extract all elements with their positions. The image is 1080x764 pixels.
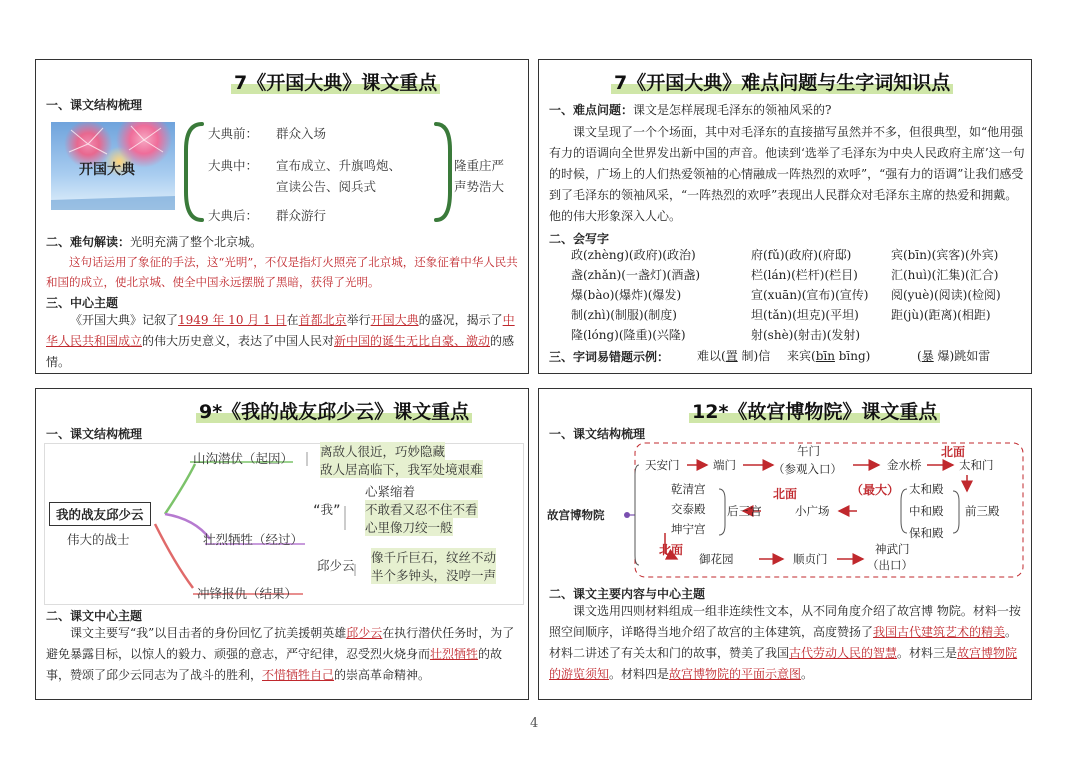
section-theme-heading: 三、中心主题 [46,296,119,310]
theme-floor-plan: 故宫博物院的平面示意图 [669,667,802,681]
node-front-three-halls: 前三殿 [965,504,1000,518]
error-text: 制)信 [737,349,771,363]
writing-word: 府(fǔ)(政府)(府邸) [751,248,852,262]
branch-revenge: 冲锋报仇（结果） [197,586,298,601]
theme-text: 。 [801,667,814,681]
palace-route-diagram [547,441,1025,579]
section-errors-heading: 三、字词易错题示例： [549,350,670,364]
error-text: 爆)跳如雷 [933,349,991,363]
summary-line-2: 声势浩大 [454,179,505,194]
node-wumen-entrance: （参观入口） [773,462,842,476]
node-exit: （出口） [867,558,913,572]
node-baohe-hall: 保和殿 [909,526,944,540]
after-ceremony-text: 群众游行 [276,208,327,223]
during-ceremony-label: 大典中： [208,158,259,173]
me-detail-3: 心里像刀绞一般 [365,520,453,535]
mindmap-center: 我的战友邱少云 [49,502,151,526]
mindmap-area [44,443,524,605]
error-text: 来宾( [787,349,816,363]
writing-word: 盏(zhǎn)(一盏灯)(酒盏) [571,268,701,282]
difficult-answer: 课文呈现了一个个场面，其中对毛泽东的直接描写虽然并不多，但很典型，如“他用强有力的语调向全世界发出新中国的声音。他读到‘选举了毛泽东为中央人民政府主席’这一句的时候，广场上的人们热爱领袖的心情融成一阵热烈的欢呼”，“强有力的语调”让我们感受到了毛泽东的领袖风采，“一阵热烈的欢呼”表现出人民群众对毛泽东主席的热爱和拥戴。他的伟大形象深入人心。 [549,125,1025,223]
section-structure-heading: 一、课文结构梳理 [46,98,143,112]
section-structure-heading: 一、课文结构梳理 [549,427,646,441]
theme-event: 开国大典 [370,313,419,327]
theme-paragraph [46,623,522,686]
difficult-sentence-text: 光明充满了整个北京城。 [130,235,263,249]
writing-word: 汇(huì)(汇集)(汇合) [891,268,999,282]
node-jiaotai-hall: 交泰殿 [671,502,706,516]
writing-word: 宣(xuān)(宣布)(宣传) [751,288,869,302]
theme-text: 的崇高革命精神。 [334,668,431,682]
writing-word: 坦(tǎn)(坦克)(平坦) [751,308,859,322]
panel-kaiguo-dadian-difficulties [538,59,1032,374]
qiu-detail-2: 半个多钟头，没哼一声 [371,568,497,583]
node-qianqing-palace: 乾清宫 [671,482,706,496]
me-detail-2: 不敢看又忍不住不看 [365,502,478,517]
page-number: 4 [530,716,539,731]
error-text: bīng) [834,349,871,363]
panel-kaiguo-dadian-key-points [35,59,529,374]
theme-visitor-guide: 故宫博物院的游览须知 [549,646,1018,681]
panel-palace-museum-key-points [538,388,1032,700]
node-wumen: 午门 [797,444,820,458]
summary-line-1: 隆重庄严 [454,158,505,173]
before-ceremony-label: 大典前： [208,126,259,141]
node-zhonghe-hall: 中和殿 [909,504,944,518]
after-ceremony-label: 大典后： [208,208,259,223]
mindmap-center-sub: 伟大的战士 [67,532,130,547]
writing-word: 栏(lán)(栏杆)(栏目) [751,268,858,282]
difficult-question-text: 课文是怎样展现毛泽东的领袖风采的? [633,103,832,117]
before-ceremony-text: 群众入场 [276,126,327,141]
writing-word: 射(shè)(射击)(发射) [751,328,861,342]
section-writing-heading: 二、会写字 [549,232,610,246]
node-duanmen: 端门 [713,458,736,472]
theme-hero-name: 邱少云 [346,626,383,640]
image-caption: 开国大典 [79,162,135,178]
node-kunning-palace: 坤宁宫 [671,522,706,536]
error-correct: bīn [815,349,835,363]
node-taihe-gate: 太和门 [959,458,994,472]
branch-ambush: 山沟潜伏（起因） [193,451,294,466]
theme-date: 1949 年 10 月 1 日 [178,313,287,327]
node-shenwu-gate: 神武门 [875,542,910,556]
node-small-square: 小广场 [795,504,830,518]
during-ceremony-text-2: 宣读公告、阅兵式 [276,179,377,194]
section-theme-heading: 二、课文主要内容与中心主题 [549,587,706,601]
node-tiananmen: 天安门 [645,458,680,472]
theme-text: 。材料四是 [609,667,670,681]
error-text: 难以( [697,349,726,363]
difficult-question [549,100,1027,121]
largest-label: （最大） [851,483,900,497]
branch-ambush-detail-2: 敌人居高临下，我军处境艰难 [320,462,483,477]
theme-text: 。材料二讲述了有关太和门的故事，赞美了我国 [549,625,1018,660]
qiu-detail-1: 像千斤巨石，纹丝不动 [371,550,497,565]
theme-text: 的盛况，揭示了 [418,313,503,327]
error-example-2 [787,346,870,367]
difficult-sentence [46,232,522,253]
theme-selfless: 不惜牺牲自己 [262,668,335,682]
theme-text: 课文选用四则材料组成一组非连续性文本，从不同角度介绍了故宫博 物院。材料一按照空间顺序，详略得当地介绍了故宫的主体建筑，高度赞扬了 [549,604,1021,639]
theme-text: 《开国大典》记叙了 [70,313,179,327]
theme-text: 在执行潜伏任务时，为了避免暴露目标，以惊人的毅力、顽强的意志，严守纪律，忍受烈火烧身而 [46,626,515,661]
difficult-sentence-heading: 二、难句解读： [46,235,131,249]
north-label-1: 北面 [941,445,966,459]
theme-paragraph [549,601,1025,685]
theme-place: 首都北京 [298,313,347,327]
north-label-3: 北面 [659,543,684,557]
theme-text: 课文主要写“我”以目击者的身份回忆了抗美援朝英雄 [70,626,347,640]
node-back-three-palaces: 后三宫 [727,504,762,518]
node-imperial-garden: 御花园 [699,552,734,566]
difficult-question-heading: 一、难点问题： [549,103,634,117]
qiu-label: 邱少云 [317,558,355,573]
me-detail-1: 心紧缩着 [365,484,416,499]
error-text: ( [917,349,922,363]
node-jinshui-bridge: 金水桥 [887,458,922,472]
theme-architecture: 我国古代建筑艺术的精美 [873,625,1006,639]
panel-qiu-shaoyun-key-points [35,388,529,700]
during-ceremony-text-1: 宣布成立、升旗鸣炮、 [276,158,402,173]
theme-text: 的感情。 [46,334,515,369]
writing-word: 宾(bīn)(宾客)(外宾) [891,248,999,262]
theme-wisdom: 古代劳动人民的智慧 [789,646,898,660]
branch-ambush-detail-1: 离敌人很近，巧妙隐藏 [320,444,446,459]
writing-word: 制(zhì)(制服)(制度) [571,308,677,322]
panel-title: 7《开国大典》课文重点 [231,68,440,95]
section-structure-heading: 一、课文结构梳理 [46,427,143,441]
theme-sacrifice: 壮烈牺牲 [430,647,479,661]
error-correct: 置 [725,349,738,363]
writing-word: 爆(bào)(爆炸)(爆发) [571,288,682,302]
error-example-3 [917,346,990,367]
panel-title: 12*《故宫博物院》课文重点 [689,397,940,424]
error-example-1 [697,346,770,367]
theme-text: 在 [286,313,299,327]
error-correct: 暴 [921,349,934,363]
node-shunzhen-gate: 顺贞门 [793,552,828,566]
root-palace-museum: 故宫博物院 [547,508,605,522]
me-label: “我” [313,502,341,517]
writing-word: 距(jù)(距离)(相距) [891,308,991,322]
north-label-2: 北面 [773,487,798,501]
node-taihe-hall: 太和殿 [909,482,944,496]
panel-title: 7《开国大典》难点问题与生字词知识点 [611,68,953,95]
theme-prc: 中华人民共和国成立 [46,313,515,348]
writing-word: 阅(yuè)(阅读)(检阅) [891,288,1001,302]
theme-text: 。材料三是 [897,646,958,660]
theme-text: 的故事，赞颂了邱少云同志为了战斗的胜利， [46,647,503,682]
theme-feeling: 新中国的诞生无比自豪、激动 [334,334,491,348]
branch-sacrifice: 壮烈牺牲（经过） [203,532,304,547]
writing-word: 政(zhèng)(政府)(政治) [571,248,696,262]
writing-word: 隆(lóng)(隆重)(兴隆) [571,328,686,342]
panel-title: 9*《我的战友邱少云》课文重点 [196,397,472,424]
difficult-sentence-explanation: 这句话运用了象征的手法，这“光明”，不仅是指灯火照亮了北京城，还象征着中华人民共和国的成立，使北京城、使全中国永远摆脱了黑暗，获得了光明。 [46,255,518,289]
theme-text: 举行 [346,313,371,327]
theme-paragraph [46,310,522,373]
theme-text: 的伟大历史意义，表达了中国人民对 [142,334,335,348]
section-theme-heading: 二、课文中心主题 [46,609,143,623]
